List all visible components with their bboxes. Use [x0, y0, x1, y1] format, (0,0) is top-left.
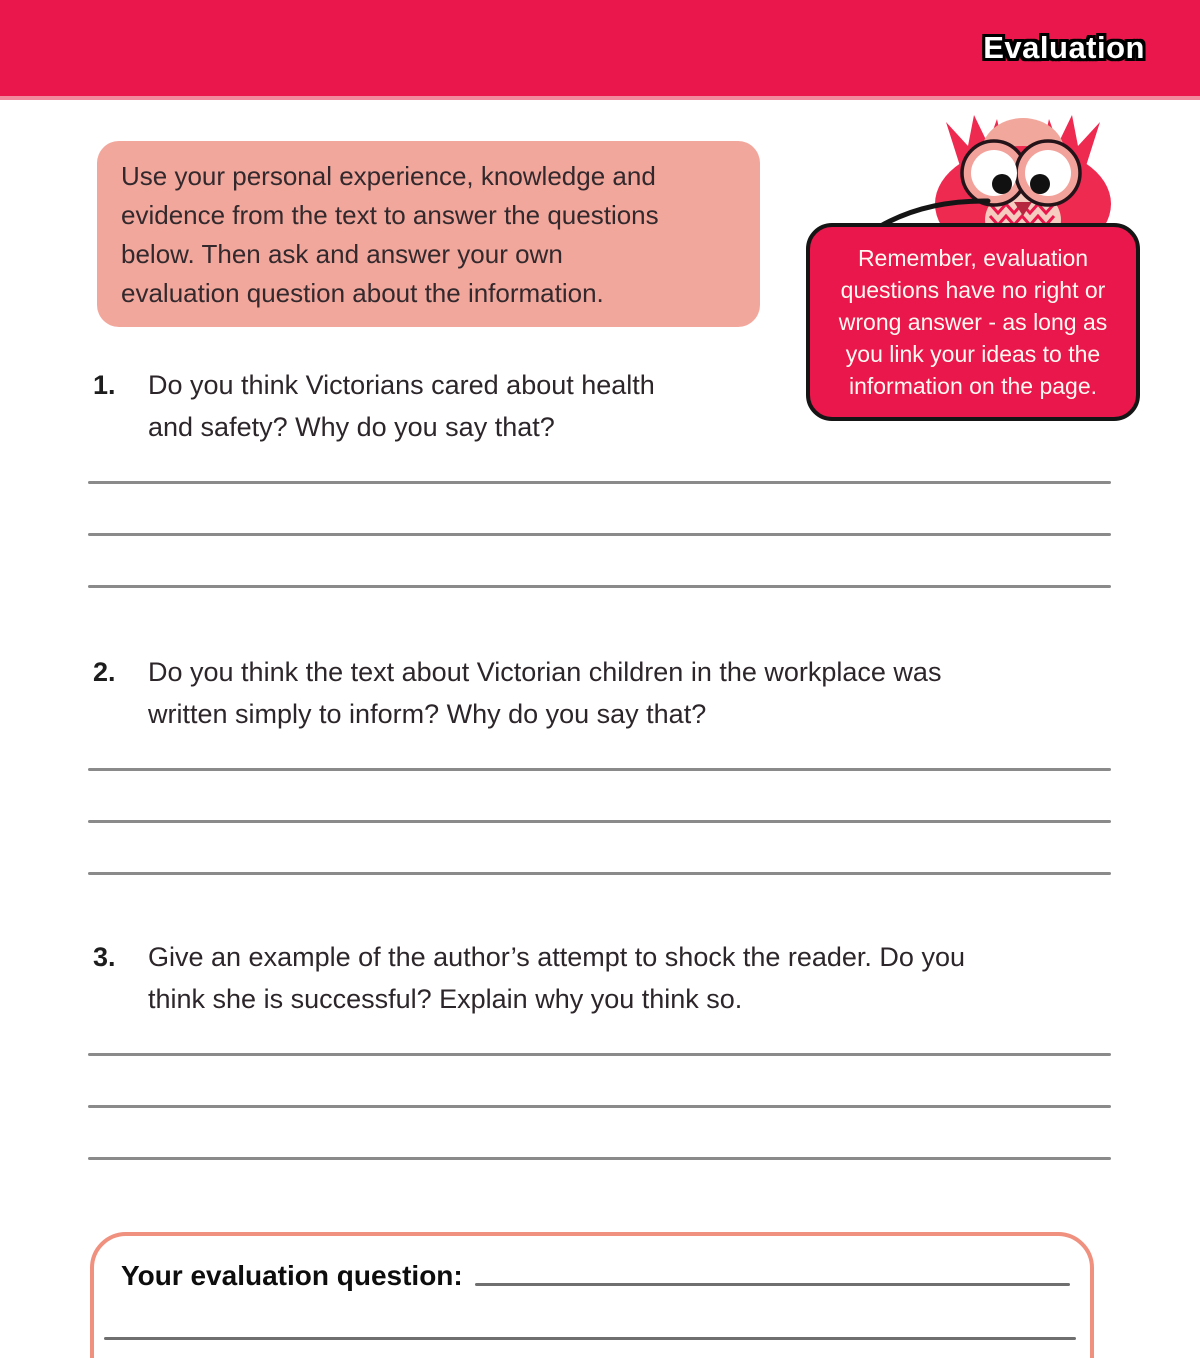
- evaluation-box: [90, 1232, 1094, 1358]
- text-line: Use your personal experience, knowledge and: [121, 161, 656, 191]
- question-number: 2.: [93, 657, 116, 687]
- question-number: 1.: [93, 370, 116, 400]
- answer-line: [88, 1053, 1111, 1056]
- text-line: and safety? Why do you say that?: [148, 412, 555, 442]
- question-1-block: [88, 364, 1111, 604]
- answer-line: [88, 1157, 1111, 1160]
- question-text: [148, 651, 941, 735]
- instruction-text: [121, 157, 736, 313]
- answer-line: [88, 820, 1111, 823]
- text-line: evaluation question about the information.: [121, 278, 604, 308]
- evaluation-answer-line: [104, 1337, 1076, 1340]
- answer-line: [88, 585, 1111, 588]
- question-text: [148, 364, 655, 448]
- answer-line: [88, 481, 1111, 484]
- answer-line: [88, 872, 1111, 875]
- text-line: Do you think Victorians cared about health: [148, 370, 655, 400]
- question-number: 3.: [93, 942, 116, 972]
- header-bar: [0, 0, 1200, 100]
- question-3-block: [88, 936, 1111, 1176]
- text-line: you link your ideas to the: [845, 341, 1101, 367]
- text-line: Do you think the text about Victorian children in the workplace was: [148, 657, 942, 687]
- text-line: questions have no right or: [840, 277, 1106, 303]
- question-text: [148, 936, 965, 1020]
- text-line: below. Then ask and answer your own: [121, 239, 563, 269]
- question-2-block: [88, 651, 1111, 891]
- answer-line: [88, 533, 1111, 536]
- text-line: Give an example of the author’s attempt to shock the reader. Do you: [148, 942, 965, 972]
- text-line: evidence from the text to answer the questions: [121, 200, 659, 230]
- evaluation-answer-line: [475, 1283, 1070, 1286]
- instruction-panel: [97, 141, 760, 327]
- text-line: information on the page.: [848, 373, 1098, 399]
- text-line: written simply to inform? Why do you say that?: [148, 699, 707, 729]
- answer-line: [88, 1105, 1111, 1108]
- evaluation-label: Your evaluation question:: [121, 1260, 463, 1291]
- text-line: wrong answer - as long as: [838, 309, 1108, 335]
- text-line: Remember, evaluation: [857, 245, 1089, 271]
- text-line: think she is successful? Explain why you think so.: [148, 984, 743, 1014]
- answer-line: [88, 768, 1111, 771]
- page-title: Evaluation: [983, 30, 1145, 65]
